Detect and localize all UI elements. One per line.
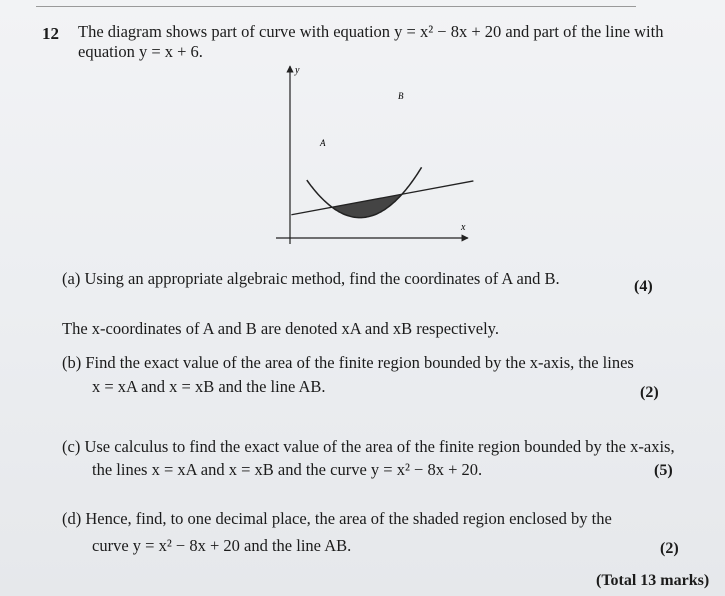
- part-c-line-1: Use calculus to find the exact value of the area of the finite region bounded by the x-axis,: [84, 437, 675, 456]
- question-intro-line-2: equation y = x + 6.: [78, 42, 203, 61]
- part-b-line-1: Find the exact value of the area of the finite region bounded by the x-axis, the lines: [85, 353, 634, 372]
- total-marks: (Total 13 marks): [596, 572, 710, 589]
- point-b-label: B: [398, 91, 404, 101]
- y-axis-label: y: [295, 65, 300, 76]
- xcoord-note: The x-coordinates of A and B are denoted xA and xB respectively.: [62, 319, 499, 338]
- part-a-label: (a): [62, 269, 81, 288]
- part-a-text: [62, 268, 560, 289]
- part-a-marks: (4): [634, 278, 653, 295]
- part-d-label: (d): [62, 509, 82, 528]
- part-d-line-1: Hence, find, to one decimal place, the area of the shaded region enclosed by the: [85, 509, 612, 528]
- question-number: 12: [42, 24, 59, 43]
- part-b-text: [62, 352, 634, 373]
- part-c-label: (c): [62, 437, 81, 456]
- part-d-marks: (2): [660, 540, 679, 557]
- part-c-line-2: the lines x = xA and x = xB and the curve y = x² − 8x + 20.: [92, 460, 483, 479]
- part-b-label: (b): [62, 353, 82, 372]
- question-intro-line-1: The diagram shows part of curve with equation y = x² − 8x + 20 and part of the line with: [78, 22, 664, 41]
- part-c-text: [62, 436, 675, 457]
- question-intro: [78, 22, 663, 62]
- part-c-marks: (5): [654, 462, 673, 479]
- part-d-line-2: curve y = x² − 8x + 20 and the line AB.: [92, 536, 352, 555]
- curve-line-diagram: [268, 58, 478, 248]
- x-axis-label: x: [461, 222, 466, 233]
- top-rule: [36, 6, 636, 7]
- part-d-text: [62, 508, 612, 529]
- part-b-line-2: x = xA and x = xB and the line AB.: [92, 377, 326, 396]
- part-a-line-1: Using an appropriate algebraic method, find the coordinates of A and B.: [84, 269, 560, 288]
- part-b-marks: (2): [640, 384, 659, 401]
- point-a-label: A: [320, 138, 326, 148]
